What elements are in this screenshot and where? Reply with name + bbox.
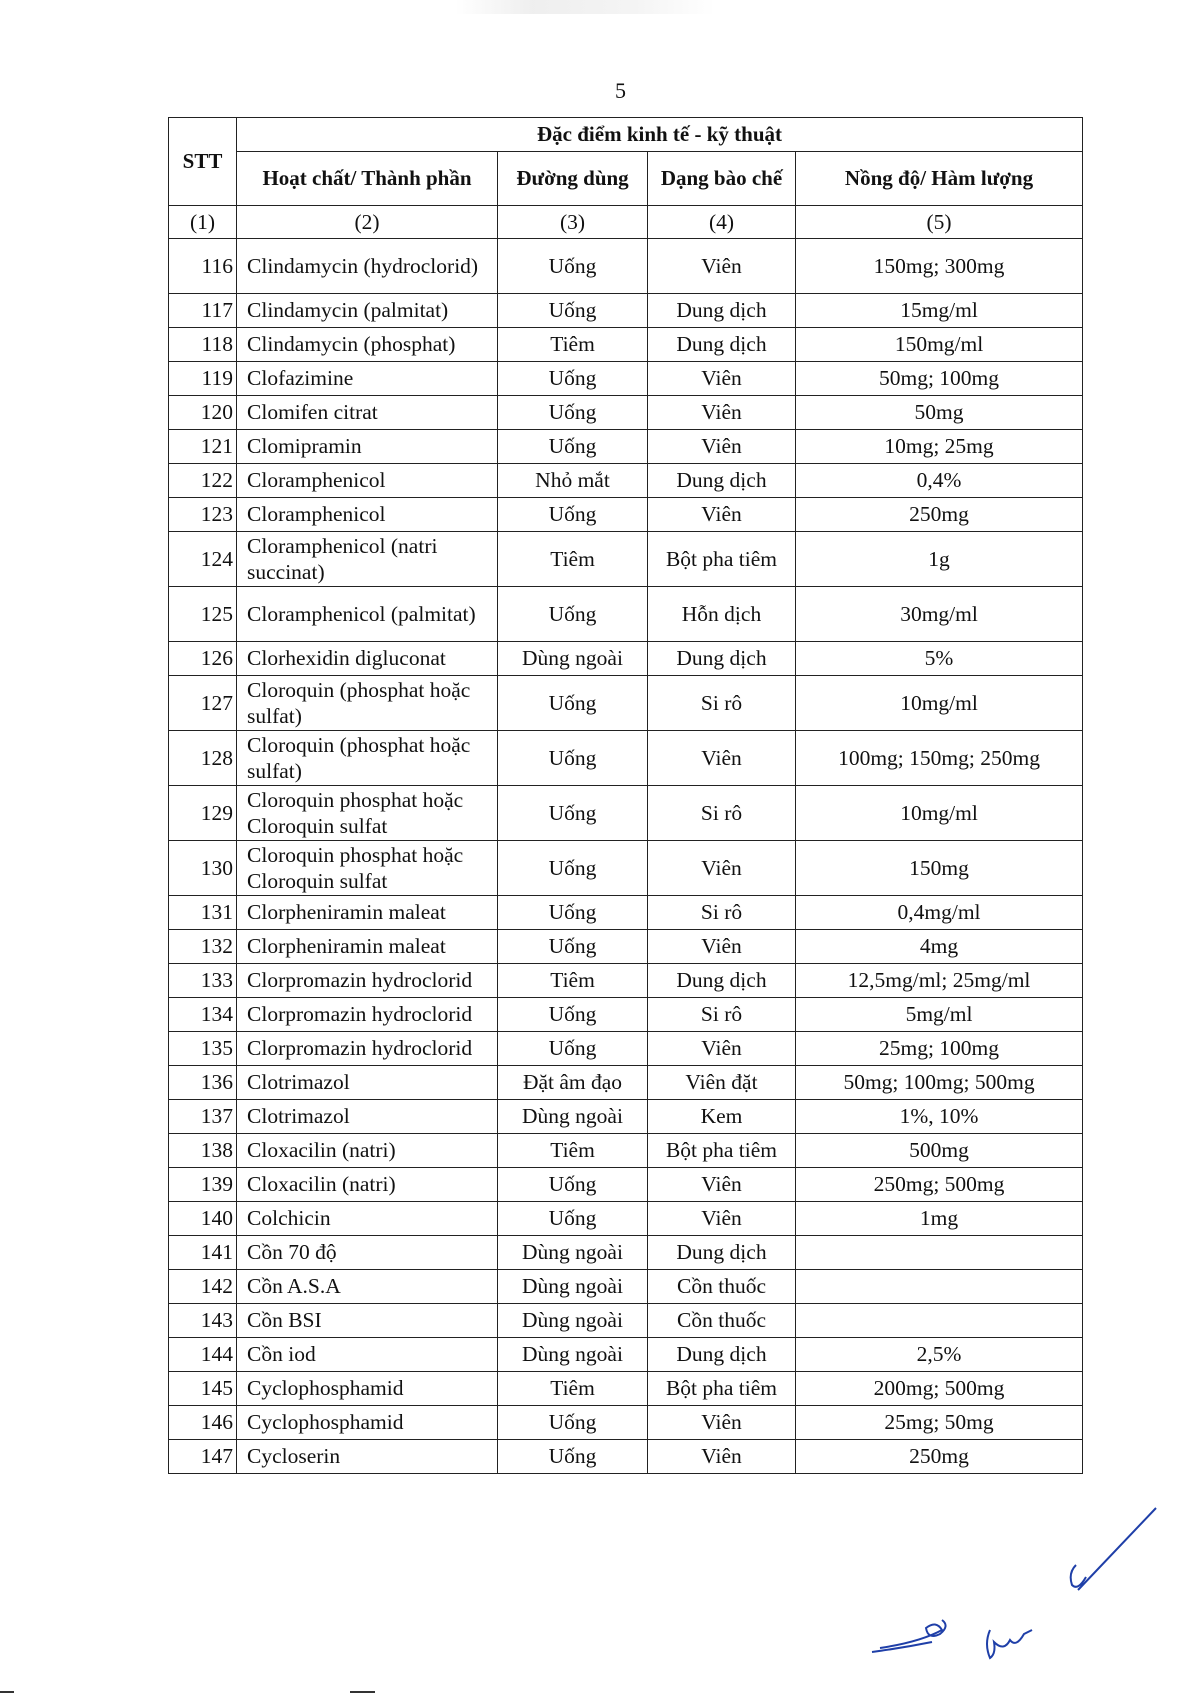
row-stt: 142 xyxy=(169,1270,237,1304)
row-strength: 2,5% xyxy=(796,1338,1083,1372)
row-strength: 1g xyxy=(796,532,1083,587)
table-row xyxy=(169,786,1083,841)
row-stt: 138 xyxy=(169,1134,237,1168)
row-dosage-form: Bột pha tiêm xyxy=(648,1372,796,1406)
row-dosage-form: Kem xyxy=(648,1100,796,1134)
row-dosage-form: Dung dịch xyxy=(648,1338,796,1372)
row-active-ingredient: Cồn A.S.A xyxy=(237,1270,498,1304)
row-route: Uống xyxy=(498,676,648,731)
row-dosage-form: Dung dịch xyxy=(648,328,796,362)
row-strength: 50mg; 100mg xyxy=(796,362,1083,396)
row-strength: 250mg xyxy=(796,498,1083,532)
row-strength: 500mg xyxy=(796,1134,1083,1168)
table-row xyxy=(169,1168,1083,1202)
table-row xyxy=(169,1066,1083,1100)
row-strength xyxy=(796,1270,1083,1304)
row-strength: 150mg/ml xyxy=(796,328,1083,362)
table-row xyxy=(169,731,1083,786)
row-stt: 117 xyxy=(169,294,237,328)
row-route: Uống xyxy=(498,731,648,786)
row-strength xyxy=(796,1304,1083,1338)
table-row xyxy=(169,498,1083,532)
row-dosage-form: Bột pha tiêm xyxy=(648,1134,796,1168)
row-strength: 15mg/ml xyxy=(796,294,1083,328)
table-row xyxy=(169,396,1083,430)
row-dosage-form: Cồn thuốc xyxy=(648,1304,796,1338)
row-route: Tiêm xyxy=(498,532,648,587)
row-active-ingredient: Clorpromazin hydroclorid xyxy=(237,1032,498,1066)
row-route: Uống xyxy=(498,1202,648,1236)
scan-artifact xyxy=(455,0,715,14)
table-row xyxy=(169,930,1083,964)
row-stt: 121 xyxy=(169,430,237,464)
row-route: Dùng ngoài xyxy=(498,1236,648,1270)
row-strength: 50mg xyxy=(796,396,1083,430)
row-stt: 134 xyxy=(169,998,237,1032)
row-active-ingredient: Cloroquin (phosphat hoặc sulfat) xyxy=(237,676,498,731)
row-stt: 130 xyxy=(169,841,237,896)
row-strength: 10mg; 25mg xyxy=(796,430,1083,464)
row-strength: 0,4mg/ml xyxy=(796,896,1083,930)
header-strength: Nồng độ/ Hàm lượng xyxy=(796,152,1083,206)
row-stt: 145 xyxy=(169,1372,237,1406)
table-row xyxy=(169,1406,1083,1440)
row-dosage-form: Bột pha tiêm xyxy=(648,532,796,587)
row-stt: 143 xyxy=(169,1304,237,1338)
row-route: Uống xyxy=(498,786,648,841)
row-route: Đặt âm đạo xyxy=(498,1066,648,1100)
row-strength: 50mg; 100mg; 500mg xyxy=(796,1066,1083,1100)
row-route: Dùng ngoài xyxy=(498,1304,648,1338)
row-strength: 25mg; 50mg xyxy=(796,1406,1083,1440)
row-dosage-form: Si rô xyxy=(648,896,796,930)
row-dosage-form: Viên xyxy=(648,930,796,964)
signature-2 xyxy=(987,1630,1032,1658)
row-route: Dùng ngoài xyxy=(498,1270,648,1304)
table-row xyxy=(169,430,1083,464)
row-active-ingredient: Clofazimine xyxy=(237,362,498,396)
header-dosage-form: Dạng bào chế xyxy=(648,152,796,206)
table-row xyxy=(169,1270,1083,1304)
row-strength: 150mg; 300mg xyxy=(796,239,1083,294)
table-row xyxy=(169,964,1083,998)
table-row xyxy=(169,239,1083,294)
table-row xyxy=(169,464,1083,498)
row-active-ingredient: Clotrimazol xyxy=(237,1100,498,1134)
row-active-ingredient: Cyclophosphamid xyxy=(237,1372,498,1406)
row-dosage-form: Viên xyxy=(648,239,796,294)
row-dosage-form: Viên xyxy=(648,1168,796,1202)
row-strength: 10mg/ml xyxy=(796,786,1083,841)
row-strength: 25mg; 100mg xyxy=(796,1032,1083,1066)
row-dosage-form: Viên xyxy=(648,1406,796,1440)
row-stt: 133 xyxy=(169,964,237,998)
row-stt: 122 xyxy=(169,464,237,498)
table-row xyxy=(169,532,1083,587)
row-active-ingredient: Cồn 70 độ xyxy=(237,1236,498,1270)
row-strength: 5mg/ml xyxy=(796,998,1083,1032)
row-dosage-form: Viên xyxy=(648,1440,796,1474)
row-strength: 30mg/ml xyxy=(796,587,1083,642)
row-active-ingredient: Clorpromazin hydroclorid xyxy=(237,964,498,998)
row-active-ingredient: Cloxacilin (natri) xyxy=(237,1134,498,1168)
table-row xyxy=(169,1202,1083,1236)
row-active-ingredient: Clindamycin (palmitat) xyxy=(237,294,498,328)
row-route: Dùng ngoài xyxy=(498,642,648,676)
row-stt: 120 xyxy=(169,396,237,430)
row-stt: 136 xyxy=(169,1066,237,1100)
column-index: (4) xyxy=(648,206,796,239)
table-body xyxy=(169,239,1083,1474)
row-active-ingredient: Colchicin xyxy=(237,1202,498,1236)
table-row xyxy=(169,676,1083,731)
row-dosage-form: Viên đặt xyxy=(648,1066,796,1100)
row-route: Uống xyxy=(498,587,648,642)
row-stt: 124 xyxy=(169,532,237,587)
row-route: Tiêm xyxy=(498,328,648,362)
table-row xyxy=(169,1338,1083,1372)
table-row xyxy=(169,1032,1083,1066)
row-stt: 146 xyxy=(169,1406,237,1440)
column-index: (1) xyxy=(169,206,237,239)
row-strength: 12,5mg/ml; 25mg/ml xyxy=(796,964,1083,998)
table-row xyxy=(169,1440,1083,1474)
row-active-ingredient: Clorpheniramin maleat xyxy=(237,896,498,930)
row-route: Uống xyxy=(498,1032,648,1066)
row-stt: 132 xyxy=(169,930,237,964)
row-dosage-form: Viên xyxy=(648,430,796,464)
row-route: Tiêm xyxy=(498,1134,648,1168)
row-stt: 139 xyxy=(169,1168,237,1202)
row-active-ingredient: Cloramphenicol xyxy=(237,464,498,498)
row-dosage-form: Viên xyxy=(648,362,796,396)
row-active-ingredient: Cyclophosphamid xyxy=(237,1406,498,1440)
column-index: (5) xyxy=(796,206,1083,239)
header-group: Đặc điểm kinh tế - kỹ thuật xyxy=(237,118,1083,152)
row-stt: 144 xyxy=(169,1338,237,1372)
row-stt: 123 xyxy=(169,498,237,532)
row-stt: 118 xyxy=(169,328,237,362)
row-dosage-form: Viên xyxy=(648,841,796,896)
row-route: Uống xyxy=(498,1440,648,1474)
row-strength xyxy=(796,1236,1083,1270)
row-stt: 147 xyxy=(169,1440,237,1474)
row-active-ingredient: Cloramphenicol (natri succinat) xyxy=(237,532,498,587)
row-route: Uống xyxy=(498,294,648,328)
row-route: Uống xyxy=(498,498,648,532)
row-strength: 250mg; 500mg xyxy=(796,1168,1083,1202)
table-row xyxy=(169,362,1083,396)
table-row xyxy=(169,1134,1083,1168)
table-row xyxy=(169,328,1083,362)
table-row xyxy=(169,1372,1083,1406)
row-dosage-form: Dung dịch xyxy=(648,642,796,676)
row-strength: 10mg/ml xyxy=(796,676,1083,731)
row-stt: 140 xyxy=(169,1202,237,1236)
table-row xyxy=(169,896,1083,930)
table-row xyxy=(169,1304,1083,1338)
row-active-ingredient: Cloroquin phosphat hoặc Cloroquin sulfat xyxy=(237,841,498,896)
row-strength: 0,4% xyxy=(796,464,1083,498)
row-strength: 100mg; 150mg; 250mg xyxy=(796,731,1083,786)
row-route: Tiêm xyxy=(498,964,648,998)
row-active-ingredient: Clotrimazol xyxy=(237,1066,498,1100)
row-strength: 1mg xyxy=(796,1202,1083,1236)
row-route: Uống xyxy=(498,1168,648,1202)
row-route: Uống xyxy=(498,998,648,1032)
margin-initial-mark xyxy=(1071,1508,1156,1590)
row-active-ingredient: Clindamycin (phosphat) xyxy=(237,328,498,362)
row-route: Dùng ngoài xyxy=(498,1100,648,1134)
column-index: (2) xyxy=(237,206,498,239)
row-route: Uống xyxy=(498,362,648,396)
row-active-ingredient: Clorpheniramin maleat xyxy=(237,930,498,964)
column-index: (3) xyxy=(498,206,648,239)
row-route: Uống xyxy=(498,1406,648,1440)
header-stt: STT xyxy=(169,118,237,206)
row-stt: 119 xyxy=(169,362,237,396)
row-dosage-form: Dung dịch xyxy=(648,1236,796,1270)
row-active-ingredient: Cloroquin (phosphat hoặc sulfat) xyxy=(237,731,498,786)
table-row xyxy=(169,294,1083,328)
row-stt: 129 xyxy=(169,786,237,841)
signature-1 xyxy=(872,1620,946,1652)
row-stt: 116 xyxy=(169,239,237,294)
row-active-ingredient: Clomifen citrat xyxy=(237,396,498,430)
row-stt: 126 xyxy=(169,642,237,676)
row-route: Uống xyxy=(498,930,648,964)
row-dosage-form: Dung dịch xyxy=(648,964,796,998)
row-route: Tiêm xyxy=(498,1372,648,1406)
row-stt: 137 xyxy=(169,1100,237,1134)
row-active-ingredient: Clorpromazin hydroclorid xyxy=(237,998,498,1032)
header-active-ingredient: Hoạt chất/ Thành phần xyxy=(237,152,498,206)
row-dosage-form: Cồn thuốc xyxy=(648,1270,796,1304)
row-route: Uống xyxy=(498,896,648,930)
table-row xyxy=(169,1100,1083,1134)
row-dosage-form: Viên xyxy=(648,498,796,532)
row-dosage-form: Hỗn dịch xyxy=(648,587,796,642)
row-dosage-form: Viên xyxy=(648,1202,796,1236)
row-active-ingredient: Cycloserin xyxy=(237,1440,498,1474)
row-active-ingredient: Clorhexidin digluconat xyxy=(237,642,498,676)
row-strength: 4mg xyxy=(796,930,1083,964)
row-route: Uống xyxy=(498,841,648,896)
row-active-ingredient: Cồn BSI xyxy=(237,1304,498,1338)
row-active-ingredient: Cloxacilin (natri) xyxy=(237,1168,498,1202)
row-active-ingredient: Cloramphenicol (palmitat) xyxy=(237,587,498,642)
column-index-row xyxy=(169,206,1083,239)
row-dosage-form: Si rô xyxy=(648,786,796,841)
row-strength: 1%, 10% xyxy=(796,1100,1083,1134)
row-dosage-form: Dung dịch xyxy=(648,464,796,498)
table-row xyxy=(169,998,1083,1032)
row-strength: 5% xyxy=(796,642,1083,676)
table-row xyxy=(169,587,1083,642)
page-number: 5 xyxy=(615,78,626,103)
drug-table xyxy=(168,117,1083,1474)
row-stt: 141 xyxy=(169,1236,237,1270)
row-stt: 128 xyxy=(169,731,237,786)
row-active-ingredient: Clomipramin xyxy=(237,430,498,464)
row-dosage-form: Si rô xyxy=(648,676,796,731)
row-active-ingredient: Clindamycin (hydroclorid) xyxy=(237,239,498,294)
row-route: Uống xyxy=(498,396,648,430)
row-strength: 150mg xyxy=(796,841,1083,896)
table-row xyxy=(169,841,1083,896)
row-dosage-form: Dung dịch xyxy=(648,294,796,328)
row-active-ingredient: Cloroquin phosphat hoặc Cloroquin sulfat xyxy=(237,786,498,841)
row-active-ingredient: Cồn iod xyxy=(237,1338,498,1372)
header-route: Đường dùng xyxy=(498,152,648,206)
row-strength: 200mg; 500mg xyxy=(796,1372,1083,1406)
table-row xyxy=(169,1236,1083,1270)
row-stt: 125 xyxy=(169,587,237,642)
row-dosage-form: Viên xyxy=(648,396,796,430)
row-active-ingredient: Cloramphenicol xyxy=(237,498,498,532)
row-route: Uống xyxy=(498,430,648,464)
row-stt: 135 xyxy=(169,1032,237,1066)
row-dosage-form: Viên xyxy=(648,731,796,786)
row-strength: 250mg xyxy=(796,1440,1083,1474)
row-route: Nhỏ mắt xyxy=(498,464,648,498)
row-dosage-form: Si rô xyxy=(648,998,796,1032)
table-row xyxy=(169,642,1083,676)
row-dosage-form: Viên xyxy=(648,1032,796,1066)
row-stt: 127 xyxy=(169,676,237,731)
row-route: Uống xyxy=(498,239,648,294)
row-route: Dùng ngoài xyxy=(498,1338,648,1372)
row-stt: 131 xyxy=(169,896,237,930)
